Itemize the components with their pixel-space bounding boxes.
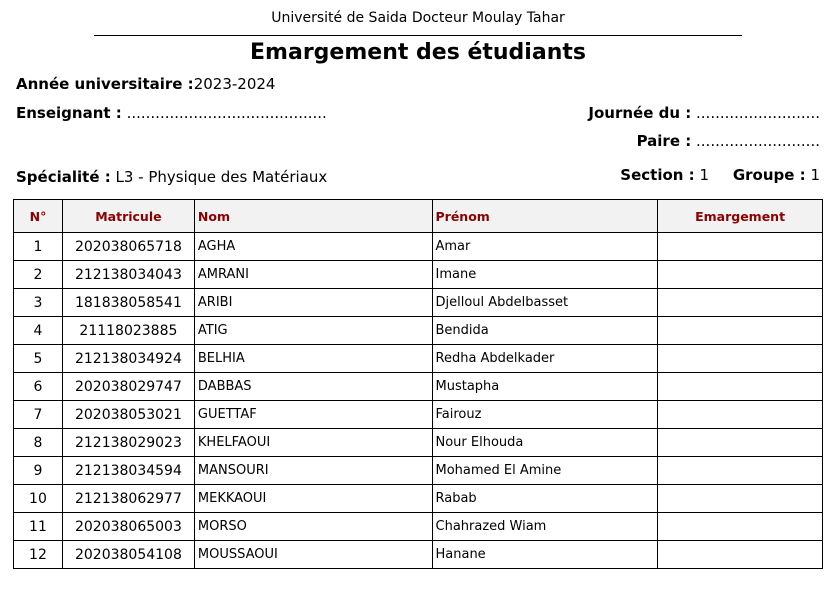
header-divider [94, 35, 742, 36]
specialite-line [16, 168, 327, 186]
row-nom: AGHA [194, 233, 432, 261]
journee-label: Journée du : [588, 104, 692, 122]
section-groupe-line [620, 166, 820, 184]
enseignant-value: .......................................... [126, 104, 327, 122]
row-signature [658, 513, 823, 541]
row-prenom: Amar [432, 233, 658, 261]
row-matricule: 202038065003 [62, 513, 194, 541]
table-row [14, 401, 823, 429]
row-nom: DABBAS [194, 373, 432, 401]
row-signature [658, 485, 823, 513]
row-signature [658, 401, 823, 429]
row-signature [658, 373, 823, 401]
row-number: 5 [14, 345, 63, 373]
table-row [14, 513, 823, 541]
table-row [14, 261, 823, 289]
specialite-value: L3 - Physique des Matériaux [115, 168, 328, 186]
row-signature [658, 317, 823, 345]
row-matricule: 212138034924 [62, 345, 194, 373]
row-prenom: Mohamed El Amine [432, 457, 658, 485]
row-nom: MOUSSAOUI [194, 541, 432, 569]
table-header-row [14, 200, 823, 233]
row-nom: MEKKAOUI [194, 485, 432, 513]
row-nom: ATIG [194, 317, 432, 345]
table-row [14, 457, 823, 485]
university-name: Université de Saida Docteur Moulay Tahar [271, 10, 565, 26]
row-number: 1 [14, 233, 63, 261]
row-prenom: Imane [432, 261, 658, 289]
row-prenom: Hanane [432, 541, 658, 569]
journee-value: .......................... [696, 104, 820, 122]
table-row [14, 373, 823, 401]
row-nom: MANSOURI [194, 457, 432, 485]
groupe-label: Groupe : [732, 166, 806, 184]
paire-value: .......................... [696, 132, 820, 150]
row-prenom: Fairouz [432, 401, 658, 429]
enseignant-line [16, 104, 327, 122]
row-nom: ARIBI [194, 289, 432, 317]
enseignant-label: Enseignant : [16, 104, 122, 122]
paire-label: Paire : [636, 132, 692, 150]
col-header-emargement: Emargement [658, 200, 823, 233]
table-row [14, 345, 823, 373]
row-matricule: 21118023885 [62, 317, 194, 345]
row-signature [658, 429, 823, 457]
section-label: Section : [620, 166, 695, 184]
col-header-nom: Nom [194, 200, 432, 233]
table-row [14, 485, 823, 513]
row-number: 6 [14, 373, 63, 401]
row-number: 11 [14, 513, 63, 541]
row-prenom: Bendida [432, 317, 658, 345]
row-nom: AMRANI [194, 261, 432, 289]
row-matricule: 202038054108 [62, 541, 194, 569]
specialite-label: Spécialité : [16, 168, 111, 186]
row-prenom: Chahrazed Wiam [432, 513, 658, 541]
annee-value: 2023-2024 [193, 75, 276, 93]
groupe-value: 1 [810, 166, 820, 184]
row-matricule: 181838058541 [62, 289, 194, 317]
row-nom: BELHIA [194, 345, 432, 373]
row-nom: KHELFAOUI [194, 429, 432, 457]
row-matricule: 212138034594 [62, 457, 194, 485]
row-number: 10 [14, 485, 63, 513]
row-number: 12 [14, 541, 63, 569]
col-header-n: N° [14, 200, 63, 233]
row-number: 7 [14, 401, 63, 429]
table-row [14, 289, 823, 317]
table-row [14, 233, 823, 261]
row-prenom: Djelloul Abdelbasset [432, 289, 658, 317]
row-nom: MORSO [194, 513, 432, 541]
row-matricule: 212138034043 [62, 261, 194, 289]
row-signature [658, 345, 823, 373]
table-row [14, 429, 823, 457]
row-signature [658, 457, 823, 485]
row-signature [658, 289, 823, 317]
section-value: 1 [699, 166, 709, 184]
row-prenom: Mustapha [432, 373, 658, 401]
row-prenom: Nour Elhouda [432, 429, 658, 457]
row-signature [658, 233, 823, 261]
row-matricule: 202038029747 [62, 373, 194, 401]
paire-line [637, 132, 820, 150]
annee-line [16, 75, 275, 93]
row-matricule: 212138062977 [62, 485, 194, 513]
row-number: 9 [14, 457, 63, 485]
col-header-prenom: Prénom [432, 200, 658, 233]
row-signature [658, 261, 823, 289]
attendance-table [13, 199, 823, 569]
row-matricule: 202038053021 [62, 401, 194, 429]
row-number: 3 [14, 289, 63, 317]
row-signature [658, 541, 823, 569]
row-prenom: Rabab [432, 485, 658, 513]
row-nom: GUETTAF [194, 401, 432, 429]
annee-label: Année universitaire : [16, 75, 194, 93]
row-number: 4 [14, 317, 63, 345]
row-matricule: 212138029023 [62, 429, 194, 457]
row-matricule: 202038065718 [62, 233, 194, 261]
page-title: Emargement des étudiants [250, 40, 586, 65]
table-row [14, 317, 823, 345]
row-prenom: Redha Abdelkader [432, 345, 658, 373]
table-row [14, 541, 823, 569]
journee-line [588, 104, 820, 122]
row-number: 2 [14, 261, 63, 289]
row-number: 8 [14, 429, 63, 457]
col-header-matricule: Matricule [62, 200, 194, 233]
